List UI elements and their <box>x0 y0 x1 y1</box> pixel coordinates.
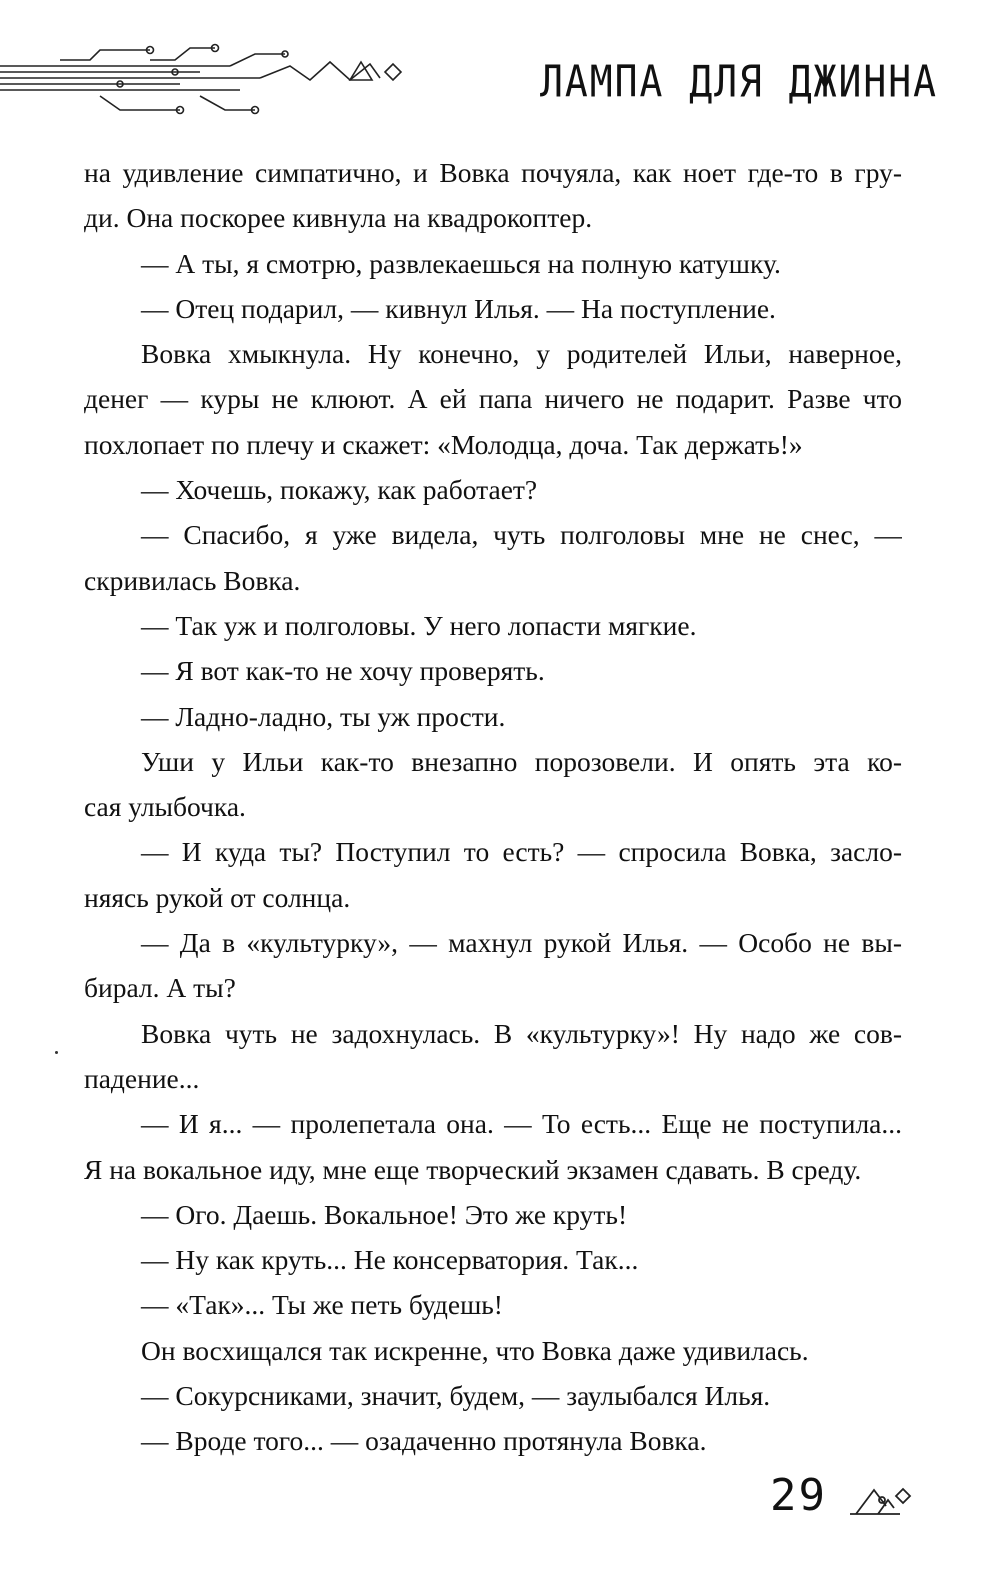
page-header <box>0 0 1000 140</box>
text-line: — А ты, я смотрю, развлекаешься на полную катушку. <box>141 247 781 279</box>
text-line: — Ну как круть... Не консерватория. Так... <box>141 1244 639 1276</box>
circuit-board-ornament-icon <box>0 40 420 130</box>
margin-mark <box>55 1051 58 1054</box>
text-line: — Я вот как-то не хочу проверять. <box>141 655 545 687</box>
text-line: — Хочешь, покажу, как работает? <box>141 474 538 506</box>
page-footer <box>770 1470 950 1530</box>
text-line: падение... <box>84 1062 200 1094</box>
text-line: — Отец подарил, — кивнул Илья. — На поступление. <box>141 292 776 324</box>
lamp-triangle-ornament-icon <box>848 1482 913 1518</box>
text-line: сая улыбочка. <box>84 791 246 823</box>
text-line: — И я... — пролепетала она. — То есть... Еще не поступила... <box>141 1108 902 1140</box>
text-line: — Сокурсниками, значит, будем, — заулыбался Илья. <box>141 1380 771 1412</box>
text-line: — Вроде того... — озадаченно протянула Вовка. <box>141 1425 707 1457</box>
page-number: 29 <box>770 1470 827 1521</box>
text-line: Вовка хмыкнула. Ну конечно, у родителей Ильи, наверное, <box>141 338 902 370</box>
body-text <box>84 150 902 1464</box>
text-line: скривилась Вовка. <box>84 564 301 596</box>
text-line: Уши у Ильи как-то внезапно порозовели. И опять эта ко- <box>141 745 902 777</box>
text-line: Я на вокальное иду, мне еще творческий экзамен сдавать. В среду. <box>84 1153 862 1185</box>
text-line: няясь рукой от солнца. <box>84 881 351 913</box>
book-title: ЛАМПА ДЛЯ ДЖИННА <box>540 56 939 107</box>
text-line: на удивление симпатично, и Вовка почуяла, как ноет где-то в гру- <box>84 157 902 188</box>
text-line: Он восхищался так искренне, что Вовка даже удивилась. <box>141 1334 809 1366</box>
text-line: Вовка чуть не задохнулась. В «культурку»! Ну надо же сов- <box>141 1017 902 1049</box>
text-line: — Так уж и полголовы. У него лопасти мягкие. <box>141 609 697 641</box>
text-line: — «Так»... Ты же петь будешь! <box>141 1289 503 1321</box>
text-line: — Да в «культурку», — махнул рукой Илья. — Особо не вы- <box>141 927 902 959</box>
text-line: — И куда ты? Поступил то есть? — спросила Вовка, засло- <box>141 836 902 868</box>
text-line: — Ого. Даешь. Вокальное! Это же круть! <box>141 1198 628 1230</box>
text-line: денег — куры не клюют. А ей папа ничего не подарит. Разве что <box>84 383 902 415</box>
text-line: бирал. А ты? <box>84 972 236 1004</box>
text-line: — Спасибо, я уже видела, чуть полголовы мне не снес, — <box>141 519 902 551</box>
text-line: похлопает по плечу и скажет: «Молодца, доча. Так держать!» <box>84 428 803 460</box>
text-line: — Ладно-ладно, ты уж прости. <box>141 700 506 732</box>
text-line: ди. Она поскорее кивнула на квадрокоптер. <box>84 202 593 234</box>
